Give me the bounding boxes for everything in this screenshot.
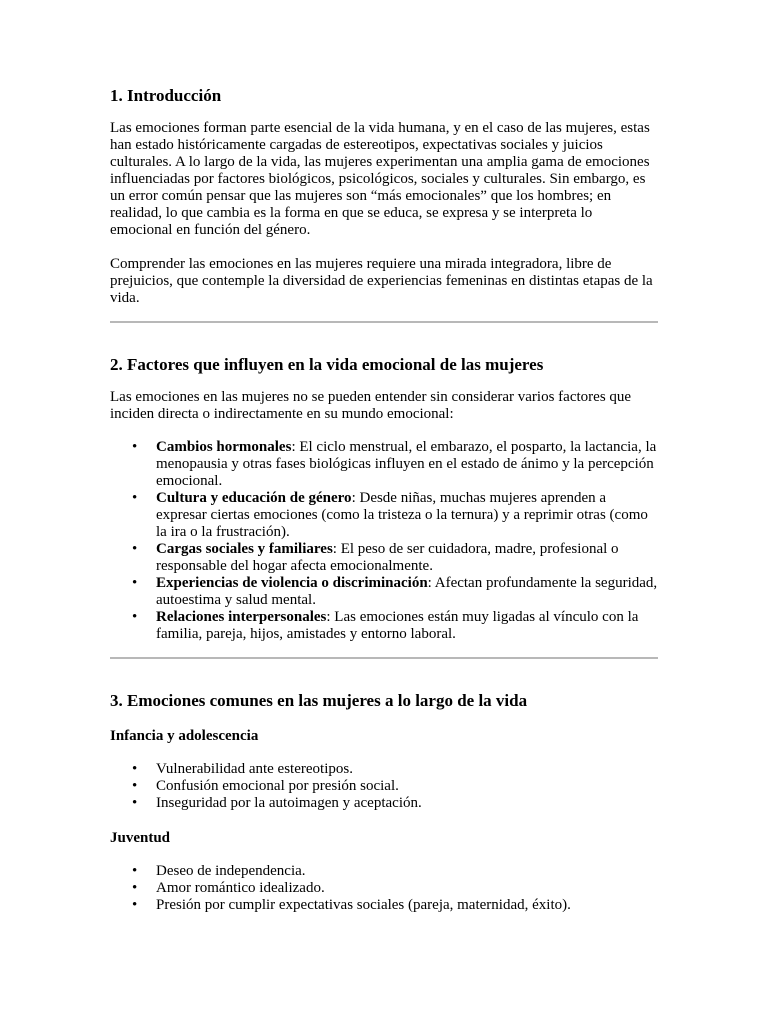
factors-list <box>110 439 658 643</box>
list-item: • Presión por cumplir expectativas sociales (pareja, maternidad, éxito). <box>110 897 658 914</box>
section-2-heading: 2. Factores que influyen en la vida emocional de las mujeres <box>110 355 544 374</box>
list-item-text: : Las emociones están muy ligadas al vínculo con la familia, pareja, hijos, amistades y entorno laboral. <box>156 609 639 642</box>
list-item <box>110 575 658 609</box>
list-item: • Vulnerabilidad ante estereotipos. <box>110 761 658 778</box>
list-item-text: : El peso de ser cuidadora, madre, profesional o responsable del hogar afecta emocionalmente. <box>156 541 619 574</box>
list-item-text: : Afectan profundamente la seguridad, autoestima y salud mental. <box>156 575 658 608</box>
list-item: • Amor romántico idealizado. <box>110 880 658 897</box>
list-item-term: Cultura y educación de género <box>156 490 352 506</box>
youth-list <box>110 863 658 914</box>
list-item <box>110 439 658 490</box>
list-item-term: Experiencias de violencia o discriminación <box>156 575 428 591</box>
childhood-list <box>110 761 658 812</box>
list-item-term: Cambios hormonales <box>156 439 292 455</box>
list-item <box>110 541 658 575</box>
list-item-text: : Desde niñas, muchas mujeres aprenden a expresar ciertas emociones (como la tristeza o la ternura) y a reprimir otras (como la ira o la frustración). <box>156 490 648 540</box>
intro-paragraph-2: Comprender las emociones en las mujeres requiere una mirada integradora, libre de prejuicios, que contemple la diversidad de experiencias femeninas en distintas etapas de la vida. <box>110 256 653 306</box>
list-item: • Inseguridad por la autoimagen y aceptación. <box>110 795 658 812</box>
intro-paragraph-1: Las emociones forman parte esencial de la vida humana, y en el caso de las mujeres, estas han estado históricamente cargadas de estereotipos, expectativas sociales y juicios culturales. A lo largo de la vida, las mujeres experimentan una amplia gama de emociones influenciadas por factores biológicos, psicológicos, sociales y culturales. Sin embargo, es un error común pensar que las mujeres son “más emocionales” que los hombres; en realidad, lo que cambia es la forma en que se educa, se expresa y se interpreta lo emocional en función del género. <box>110 120 650 238</box>
list-item-text: : El ciclo menstrual, el embarazo, el posparto, la lactancia, la menopausia y otras fases biológicas influyen en el estado de ánimo y la percepción emocional. <box>156 439 657 489</box>
subsection-youth-heading: Juventud <box>110 830 171 846</box>
list-item: • Confusión emocional por presión social. <box>110 778 658 795</box>
list-item-term: Cargas sociales y familiares <box>156 541 333 557</box>
list-item-term: Relaciones interpersonales <box>156 609 327 625</box>
section-1-heading: 1. Introducción <box>110 86 222 105</box>
subsection-childhood-heading: Infancia y adolescencia <box>110 728 259 744</box>
section-3-heading: 3. Emociones comunes en las mujeres a lo largo de la vida <box>110 691 528 710</box>
section-2-intro: Las emociones en las mujeres no se pueden entender sin considerar varios factores que inciden directa o indirectamente en su mundo emocional: <box>110 389 632 422</box>
list-item <box>110 490 658 541</box>
list-item <box>110 609 658 643</box>
list-item: • Deseo de independencia. <box>110 863 658 880</box>
